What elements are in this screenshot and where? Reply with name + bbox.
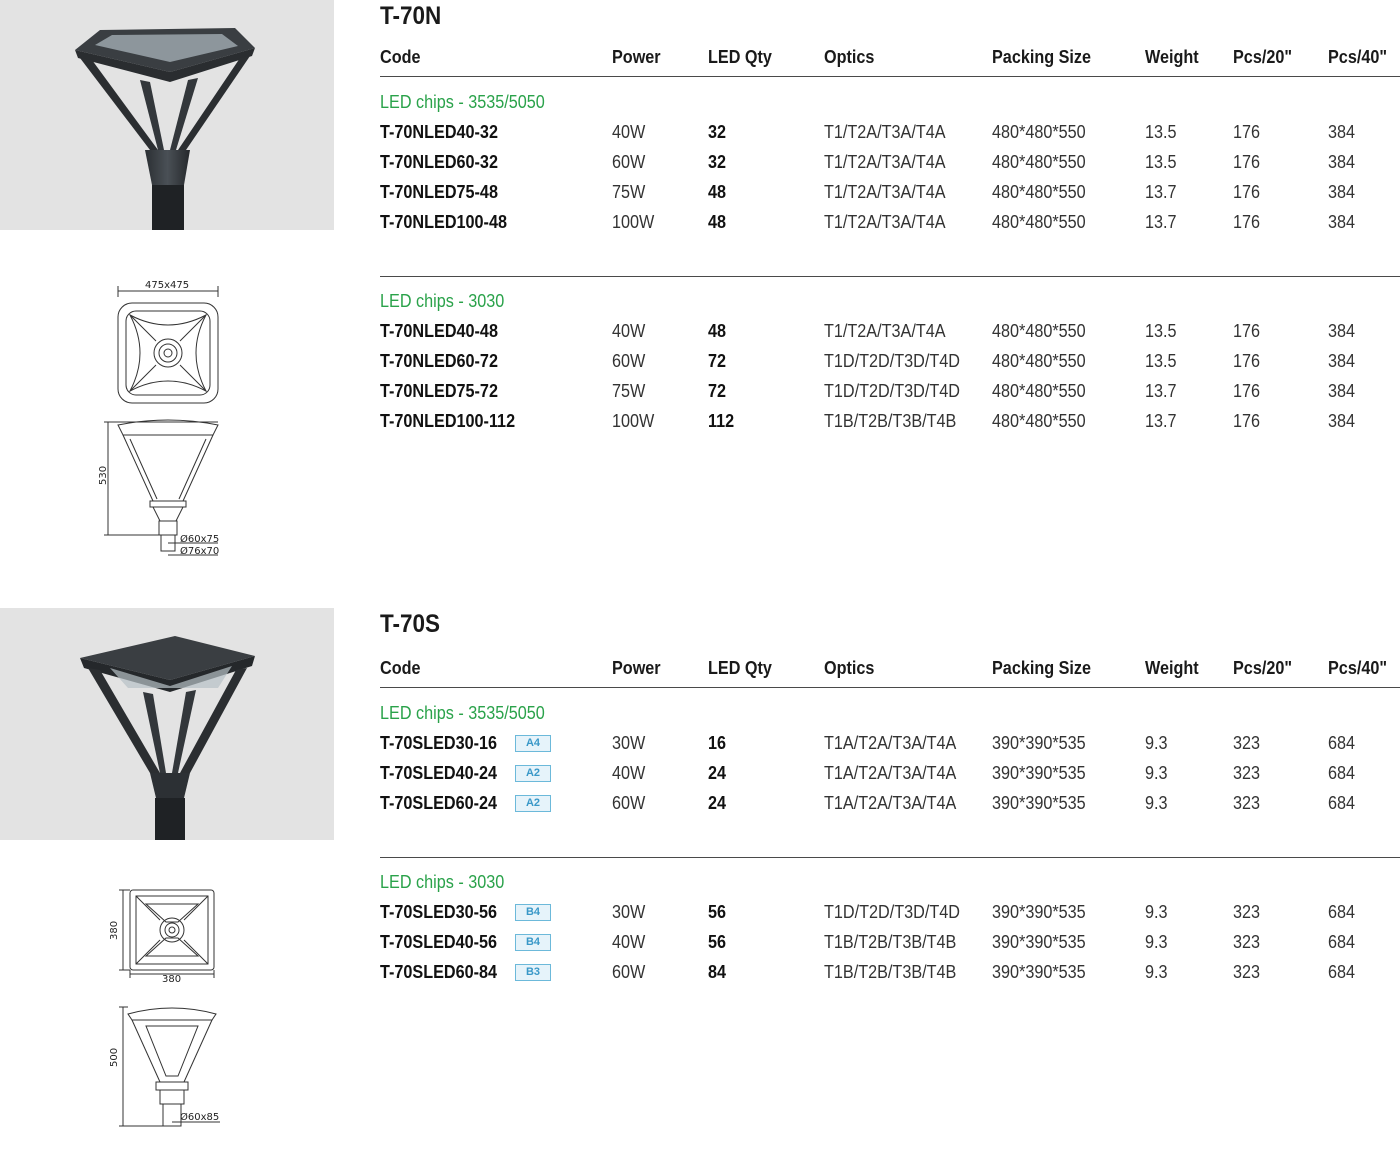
lamp-photo-t70s-icon	[0, 608, 334, 840]
cell-code: T-70SLED30-56	[380, 902, 498, 922]
section-t70s	[380, 610, 1400, 1010]
table-row	[380, 351, 1400, 381]
cell-optics: T1/T2A/T3A/T4A	[824, 321, 946, 341]
cell-pcs40: 384	[1328, 122, 1356, 142]
cell-power: 75W	[612, 381, 646, 401]
header-power: Power	[612, 658, 661, 678]
cell-power: 30W	[612, 733, 646, 753]
table-row	[380, 793, 1400, 823]
dim-height-t70s: 500	[109, 1047, 120, 1067]
section-title: T-70S	[380, 610, 441, 638]
cell-pcs40: 384	[1328, 411, 1356, 431]
header-optics: Optics	[824, 658, 875, 678]
table-row	[380, 763, 1400, 793]
cell-power: 60W	[612, 351, 646, 371]
variant-badge: B4	[515, 904, 551, 921]
cell-packing: 480*480*550	[992, 381, 1086, 401]
cell-weight: 9.3	[1145, 733, 1168, 753]
dim-top-t70n: 475x475	[145, 280, 190, 291]
cell-optics: T1D/T2D/T3D/T4D	[824, 902, 960, 922]
cell-weight: 13.7	[1145, 212, 1177, 232]
cell-code: T-70NLED100-112	[380, 411, 516, 431]
cell-power: 100W	[612, 212, 655, 232]
cell-weight: 9.3	[1145, 902, 1168, 922]
cell-packing: 480*480*550	[992, 212, 1086, 232]
cell-pcs20: 176	[1233, 152, 1261, 172]
cell-qty: 32	[708, 122, 727, 142]
cell-code: T-70SLED30-16	[380, 733, 498, 753]
cell-code: T-70NLED100-48	[380, 212, 507, 232]
cell-code: T-70NLED60-72	[380, 351, 498, 371]
cell-pcs20: 176	[1233, 351, 1261, 371]
cell-optics: T1D/T2D/T3D/T4D	[824, 351, 960, 371]
cell-pcs20: 323	[1233, 932, 1261, 952]
cell-packing: 480*480*550	[992, 152, 1086, 172]
cell-code: T-70SLED60-84	[380, 962, 498, 982]
product-photo-t70n	[0, 0, 334, 230]
cell-pcs40: 384	[1328, 321, 1356, 341]
cell-qty: 112	[708, 411, 735, 431]
header-code: Code	[380, 658, 421, 678]
cell-code: T-70NLED75-48	[380, 182, 498, 202]
cell-power: 40W	[612, 763, 646, 783]
dim-top-h-t70s: 380	[162, 974, 182, 985]
variant-badge: A2	[515, 795, 551, 812]
cell-qty: 16	[708, 733, 727, 753]
cell-qty: 24	[708, 763, 727, 783]
header-pcs20: Pcs/20"	[1233, 658, 1293, 678]
table-row	[380, 152, 1400, 182]
cell-optics: T1A/T2A/T3A/T4A	[824, 793, 957, 813]
table-row	[380, 212, 1400, 242]
cell-weight: 9.3	[1145, 932, 1168, 952]
cell-power: 60W	[612, 962, 646, 982]
cell-power: 40W	[612, 122, 646, 142]
cell-code: T-70SLED60-24	[380, 793, 498, 813]
cell-pcs20: 176	[1233, 381, 1261, 401]
cell-pcs40: 384	[1328, 182, 1356, 202]
cell-pcs20: 176	[1233, 122, 1261, 142]
cell-power: 60W	[612, 793, 646, 813]
cell-pcs20: 176	[1233, 321, 1261, 341]
cell-pcs40: 384	[1328, 152, 1356, 172]
cell-optics: T1B/T2B/T3B/T4B	[824, 932, 957, 952]
cell-pcs20: 323	[1233, 902, 1261, 922]
cell-packing: 390*390*535	[992, 763, 1086, 783]
table-row	[380, 321, 1400, 351]
cell-pcs40: 384	[1328, 351, 1356, 371]
section-t70n	[380, 0, 1400, 560]
group-label: LED chips - 3030	[380, 872, 505, 892]
cell-qty: 72	[708, 351, 727, 371]
table-row	[380, 182, 1400, 212]
group-divider	[380, 276, 1400, 277]
variant-badge: B4	[515, 934, 551, 951]
cell-code: T-70NLED40-48	[380, 321, 498, 341]
cell-power: 60W	[612, 152, 646, 172]
header-pcs40: Pcs/40"	[1328, 658, 1388, 678]
cell-optics: T1/T2A/T3A/T4A	[824, 182, 946, 202]
cell-code: T-70NLED40-32	[380, 122, 498, 142]
header-optics: Optics	[824, 47, 875, 67]
cell-power: 100W	[612, 411, 655, 431]
cell-weight: 13.7	[1145, 182, 1177, 202]
cell-weight: 9.3	[1145, 793, 1168, 813]
cell-pcs20: 176	[1233, 182, 1261, 202]
header-led-qty: LED Qty	[708, 47, 772, 67]
variant-badge: A4	[515, 735, 551, 752]
variant-badge: B3	[515, 964, 551, 981]
cell-packing: 480*480*550	[992, 321, 1086, 341]
cell-pcs40: 684	[1328, 902, 1356, 922]
group-label: LED chips - 3030	[380, 291, 505, 311]
lamp-photo-t70n-icon	[0, 0, 334, 230]
cell-code: T-70SLED40-24	[380, 763, 498, 783]
table-row	[380, 962, 1400, 992]
cell-code: T-70SLED40-56	[380, 932, 498, 952]
cell-qty: 48	[708, 321, 727, 341]
cell-weight: 13.5	[1145, 321, 1177, 341]
cell-qty: 56	[708, 902, 727, 922]
cell-optics: T1D/T2D/T3D/T4D	[824, 381, 960, 401]
cell-pcs40: 684	[1328, 733, 1356, 753]
cell-qty: 48	[708, 212, 727, 232]
header-led-qty: LED Qty	[708, 658, 772, 678]
cell-packing: 390*390*535	[992, 793, 1086, 813]
cell-optics: T1/T2A/T3A/T4A	[824, 212, 946, 232]
dim-dia1-t70s: Ø60x85	[180, 1112, 220, 1123]
cell-qty: 84	[708, 962, 727, 982]
cell-code: T-70NLED60-32	[380, 152, 498, 172]
cell-power: 40W	[612, 932, 646, 952]
cell-packing: 390*390*535	[992, 932, 1086, 952]
cell-pcs20: 176	[1233, 212, 1261, 232]
cell-optics: T1/T2A/T3A/T4A	[824, 122, 946, 142]
cell-qty: 24	[708, 793, 727, 813]
table-row	[380, 733, 1400, 763]
header-divider	[380, 687, 1400, 688]
table-row	[380, 902, 1400, 932]
dim-height-t70n: 530	[98, 465, 109, 485]
cell-pcs40: 384	[1328, 212, 1356, 232]
cell-packing: 390*390*535	[992, 733, 1086, 753]
cell-packing: 480*480*550	[992, 411, 1086, 431]
dim-dia2-t70n: Ø76x70	[180, 546, 220, 557]
table-row	[380, 411, 1400, 441]
group-label: LED chips - 3535/5050	[380, 92, 545, 112]
cell-pcs40: 684	[1328, 932, 1356, 952]
cell-power: 75W	[612, 182, 646, 202]
cell-weight: 13.7	[1145, 381, 1177, 401]
cell-pcs20: 323	[1233, 763, 1261, 783]
cell-code: T-70NLED75-72	[380, 381, 498, 401]
cell-weight: 13.5	[1145, 122, 1177, 142]
cell-packing: 480*480*550	[992, 122, 1086, 142]
header-weight: Weight	[1145, 47, 1199, 67]
product-photo-t70s	[0, 608, 334, 840]
header-divider	[380, 76, 1400, 77]
cell-qty: 48	[708, 182, 727, 202]
cell-optics: T1B/T2B/T3B/T4B	[824, 962, 957, 982]
cell-pcs20: 323	[1233, 962, 1261, 982]
cell-qty: 56	[708, 932, 727, 952]
cell-power: 40W	[612, 321, 646, 341]
cell-optics: T1A/T2A/T3A/T4A	[824, 763, 957, 783]
cell-qty: 32	[708, 152, 727, 172]
cell-packing: 480*480*550	[992, 182, 1086, 202]
cell-weight: 9.3	[1145, 962, 1168, 982]
technical-drawing-t70n	[0, 275, 334, 565]
cell-optics: T1/T2A/T3A/T4A	[824, 152, 946, 172]
cell-pcs20: 323	[1233, 793, 1261, 813]
table-row	[380, 381, 1400, 411]
header-pcs40: Pcs/40"	[1328, 47, 1388, 67]
dim-dia1-t70n: Ø60x75	[180, 534, 220, 545]
cell-pcs20: 323	[1233, 733, 1261, 753]
cell-packing: 390*390*535	[992, 962, 1086, 982]
cell-packing: 480*480*550	[992, 351, 1086, 371]
table-row	[380, 122, 1400, 152]
dim-top-v-t70s: 380	[109, 920, 120, 940]
header-code: Code	[380, 47, 421, 67]
cell-weight: 13.5	[1145, 152, 1177, 172]
header-packing-size: Packing Size	[992, 47, 1092, 67]
cell-packing: 390*390*535	[992, 902, 1086, 922]
cell-qty: 72	[708, 381, 727, 401]
cell-optics: T1B/T2B/T3B/T4B	[824, 411, 957, 431]
header-pcs20: Pcs/20"	[1233, 47, 1293, 67]
header-weight: Weight	[1145, 658, 1199, 678]
header-packing-size: Packing Size	[992, 658, 1092, 678]
cell-optics: T1A/T2A/T3A/T4A	[824, 733, 957, 753]
group-divider	[380, 857, 1400, 858]
technical-drawing-t70s	[0, 882, 334, 1154]
cell-pcs20: 176	[1233, 411, 1261, 431]
section-title: T-70N	[380, 2, 442, 30]
table-row	[380, 932, 1400, 962]
header-power: Power	[612, 47, 661, 67]
cell-weight: 13.7	[1145, 411, 1177, 431]
cell-weight: 9.3	[1145, 763, 1168, 783]
cell-pcs40: 384	[1328, 381, 1356, 401]
cell-pcs40: 684	[1328, 793, 1356, 813]
group-label: LED chips - 3535/5050	[380, 703, 545, 723]
cell-power: 30W	[612, 902, 646, 922]
cell-pcs40: 684	[1328, 763, 1356, 783]
cell-weight: 13.5	[1145, 351, 1177, 371]
cell-pcs40: 684	[1328, 962, 1356, 982]
variant-badge: A2	[515, 765, 551, 782]
